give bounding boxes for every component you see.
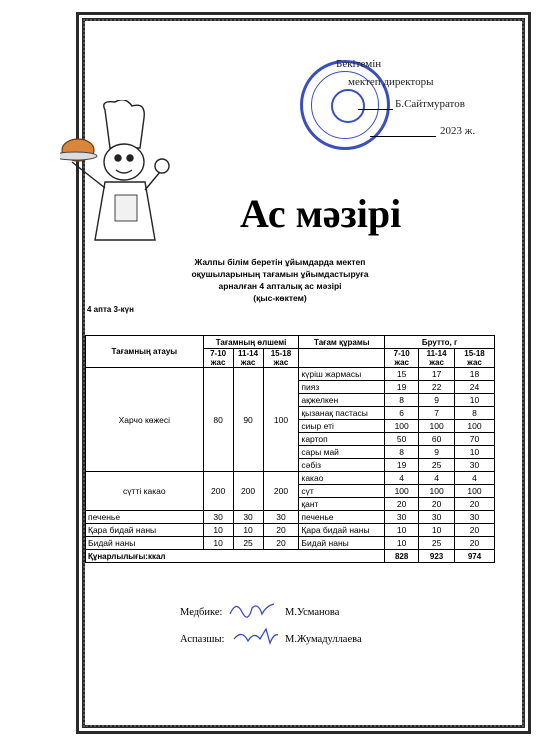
ingredient-name: қант xyxy=(299,498,385,511)
chef-illustration xyxy=(60,100,180,250)
ingredient-name: сары май xyxy=(299,446,385,459)
portion-value: 80 xyxy=(203,368,233,472)
header-age: 11-14 жас xyxy=(233,349,263,368)
brutto-value: 7 xyxy=(419,407,455,420)
brutto-value: 100 xyxy=(385,485,419,498)
nurse-name: М.Усманова xyxy=(285,607,340,618)
header-brutto: Брутто, г xyxy=(385,336,495,349)
ingredient-name: сәбіз xyxy=(299,459,385,472)
portion-value: 20 xyxy=(263,524,299,537)
table-row xyxy=(86,368,495,381)
brutto-value: 30 xyxy=(455,459,495,472)
dish-name: печенье xyxy=(86,511,204,524)
header-dish-name: Тағамның атауы xyxy=(86,336,204,368)
director-signature-line xyxy=(358,109,393,110)
brutto-value: 50 xyxy=(385,433,419,446)
brutto-value: 25 xyxy=(419,459,455,472)
ingredient-name: күріш жармасы xyxy=(299,368,385,381)
total-row xyxy=(86,550,495,563)
cook-name: М.Жумадуллаева xyxy=(285,634,362,645)
brutto-value: 17 xyxy=(419,368,455,381)
portion-value: 20 xyxy=(263,537,299,550)
brutto-value: 18 xyxy=(455,368,495,381)
brutto-value: 10 xyxy=(385,537,419,550)
ingredient-name: қызанақ пастасы xyxy=(299,407,385,420)
brutto-value: 19 xyxy=(385,459,419,472)
ingredient-name: печенье xyxy=(299,511,385,524)
dish-name: Қара бидай наны xyxy=(86,524,204,537)
total-label: Құнарлылығы:ккал xyxy=(86,550,385,563)
ingredient-name: сиыр еті xyxy=(299,420,385,433)
portion-value: 200 xyxy=(263,472,299,511)
portion-value: 30 xyxy=(263,511,299,524)
brutto-value: 19 xyxy=(385,381,419,394)
portion-value: 200 xyxy=(203,472,233,511)
portion-value: 10 xyxy=(203,524,233,537)
brutto-value: 8 xyxy=(455,407,495,420)
header-row xyxy=(86,336,495,349)
portion-value: 25 xyxy=(233,537,263,550)
brutto-value: 8 xyxy=(385,394,419,407)
header-age: 15-18 жас xyxy=(263,349,299,368)
brutto-value: 60 xyxy=(419,433,455,446)
header-portion: Тағамның өлшемі xyxy=(203,336,299,349)
brutto-value: 20 xyxy=(455,498,495,511)
brutto-value: 20 xyxy=(455,537,495,550)
ingredient-name: картоп xyxy=(299,433,385,446)
header-age: 11-14 жас xyxy=(419,349,455,368)
table-row xyxy=(86,537,495,550)
brutto-value: 10 xyxy=(455,446,495,459)
header-composition: Тағам құрамы xyxy=(299,336,385,349)
brutto-value: 15 xyxy=(385,368,419,381)
brutto-value: 20 xyxy=(385,498,419,511)
brutto-value: 10 xyxy=(455,394,495,407)
table-row xyxy=(86,472,495,485)
subtitle-line: арналған 4 апталық ас мәзірі xyxy=(218,281,342,291)
brutto-value: 25 xyxy=(419,537,455,550)
subtitle xyxy=(150,256,410,304)
brutto-value: 20 xyxy=(419,498,455,511)
total-value: 828 xyxy=(385,550,419,563)
header-age: 7-10 жас xyxy=(385,349,419,368)
portion-value: 90 xyxy=(233,368,263,472)
portion-value: 30 xyxy=(233,511,263,524)
brutto-value: 4 xyxy=(419,472,455,485)
ingredient-name: сүт xyxy=(299,485,385,498)
approval-line-1: Бекітемін xyxy=(336,58,382,70)
table-row xyxy=(86,524,495,537)
brutto-value: 30 xyxy=(385,511,419,524)
ingredient-name: какао xyxy=(299,472,385,485)
brutto-value: 4 xyxy=(455,472,495,485)
week-day-label: 4 апта 3-күн xyxy=(87,305,134,314)
ingredient-name: Қара бидай наны xyxy=(299,524,385,537)
approval-line-3: Б.Сайтмуратов xyxy=(395,98,465,110)
brutto-value: 4 xyxy=(385,472,419,485)
page-title: Ас мәзірі xyxy=(240,191,402,236)
cook-signature xyxy=(232,625,280,647)
brutto-value: 20 xyxy=(455,524,495,537)
portion-value: 30 xyxy=(203,511,233,524)
menu-table xyxy=(85,335,495,563)
brutto-value: 100 xyxy=(385,420,419,433)
ingredient-name: пияз xyxy=(299,381,385,394)
cook-role: Аспазшы: xyxy=(180,634,225,645)
brutto-value: 6 xyxy=(385,407,419,420)
subtitle-line: (қыс-көктем) xyxy=(253,293,307,303)
total-value: 923 xyxy=(419,550,455,563)
ingredient-name: ақжелкен xyxy=(299,394,385,407)
dish-name: сүтті какао xyxy=(86,472,204,511)
brutto-value: 100 xyxy=(419,420,455,433)
dish-name: Харчо көжесі xyxy=(86,368,204,472)
nurse-signature xyxy=(228,598,276,620)
subtitle-line: оқушыларының тағамын ұйымдастыруға xyxy=(191,269,369,279)
portion-value: 10 xyxy=(203,537,233,550)
portion-value: 100 xyxy=(263,368,299,472)
brutto-value: 100 xyxy=(455,420,495,433)
nurse-role: Медбике: xyxy=(180,607,223,618)
brutto-value: 24 xyxy=(455,381,495,394)
brutto-value: 9 xyxy=(419,446,455,459)
portion-value: 200 xyxy=(233,472,263,511)
brutto-value: 100 xyxy=(455,485,495,498)
header-age: 7-10 жас xyxy=(203,349,233,368)
brutto-value: 8 xyxy=(385,446,419,459)
brutto-value: 30 xyxy=(455,511,495,524)
header-blank xyxy=(299,349,385,368)
date-line xyxy=(370,136,436,137)
brutto-value: 100 xyxy=(419,485,455,498)
portion-value: 10 xyxy=(233,524,263,537)
ingredient-name: Бидай наны xyxy=(299,537,385,550)
subtitle-line: Жалпы білім беретін ұйымдарда мектеп xyxy=(194,257,366,267)
brutto-value: 70 xyxy=(455,433,495,446)
brutto-value: 10 xyxy=(419,524,455,537)
brutto-value: 10 xyxy=(385,524,419,537)
header-age: 15-18 жас xyxy=(455,349,495,368)
approval-line-4: 2023 ж. xyxy=(440,125,476,137)
dish-name: Бидай наны xyxy=(86,537,204,550)
approval-line-2: мектеп директоры xyxy=(348,76,434,88)
brutto-value: 22 xyxy=(419,381,455,394)
table-row xyxy=(86,511,495,524)
brutto-value: 9 xyxy=(419,394,455,407)
total-value: 974 xyxy=(455,550,495,563)
brutto-value: 30 xyxy=(419,511,455,524)
